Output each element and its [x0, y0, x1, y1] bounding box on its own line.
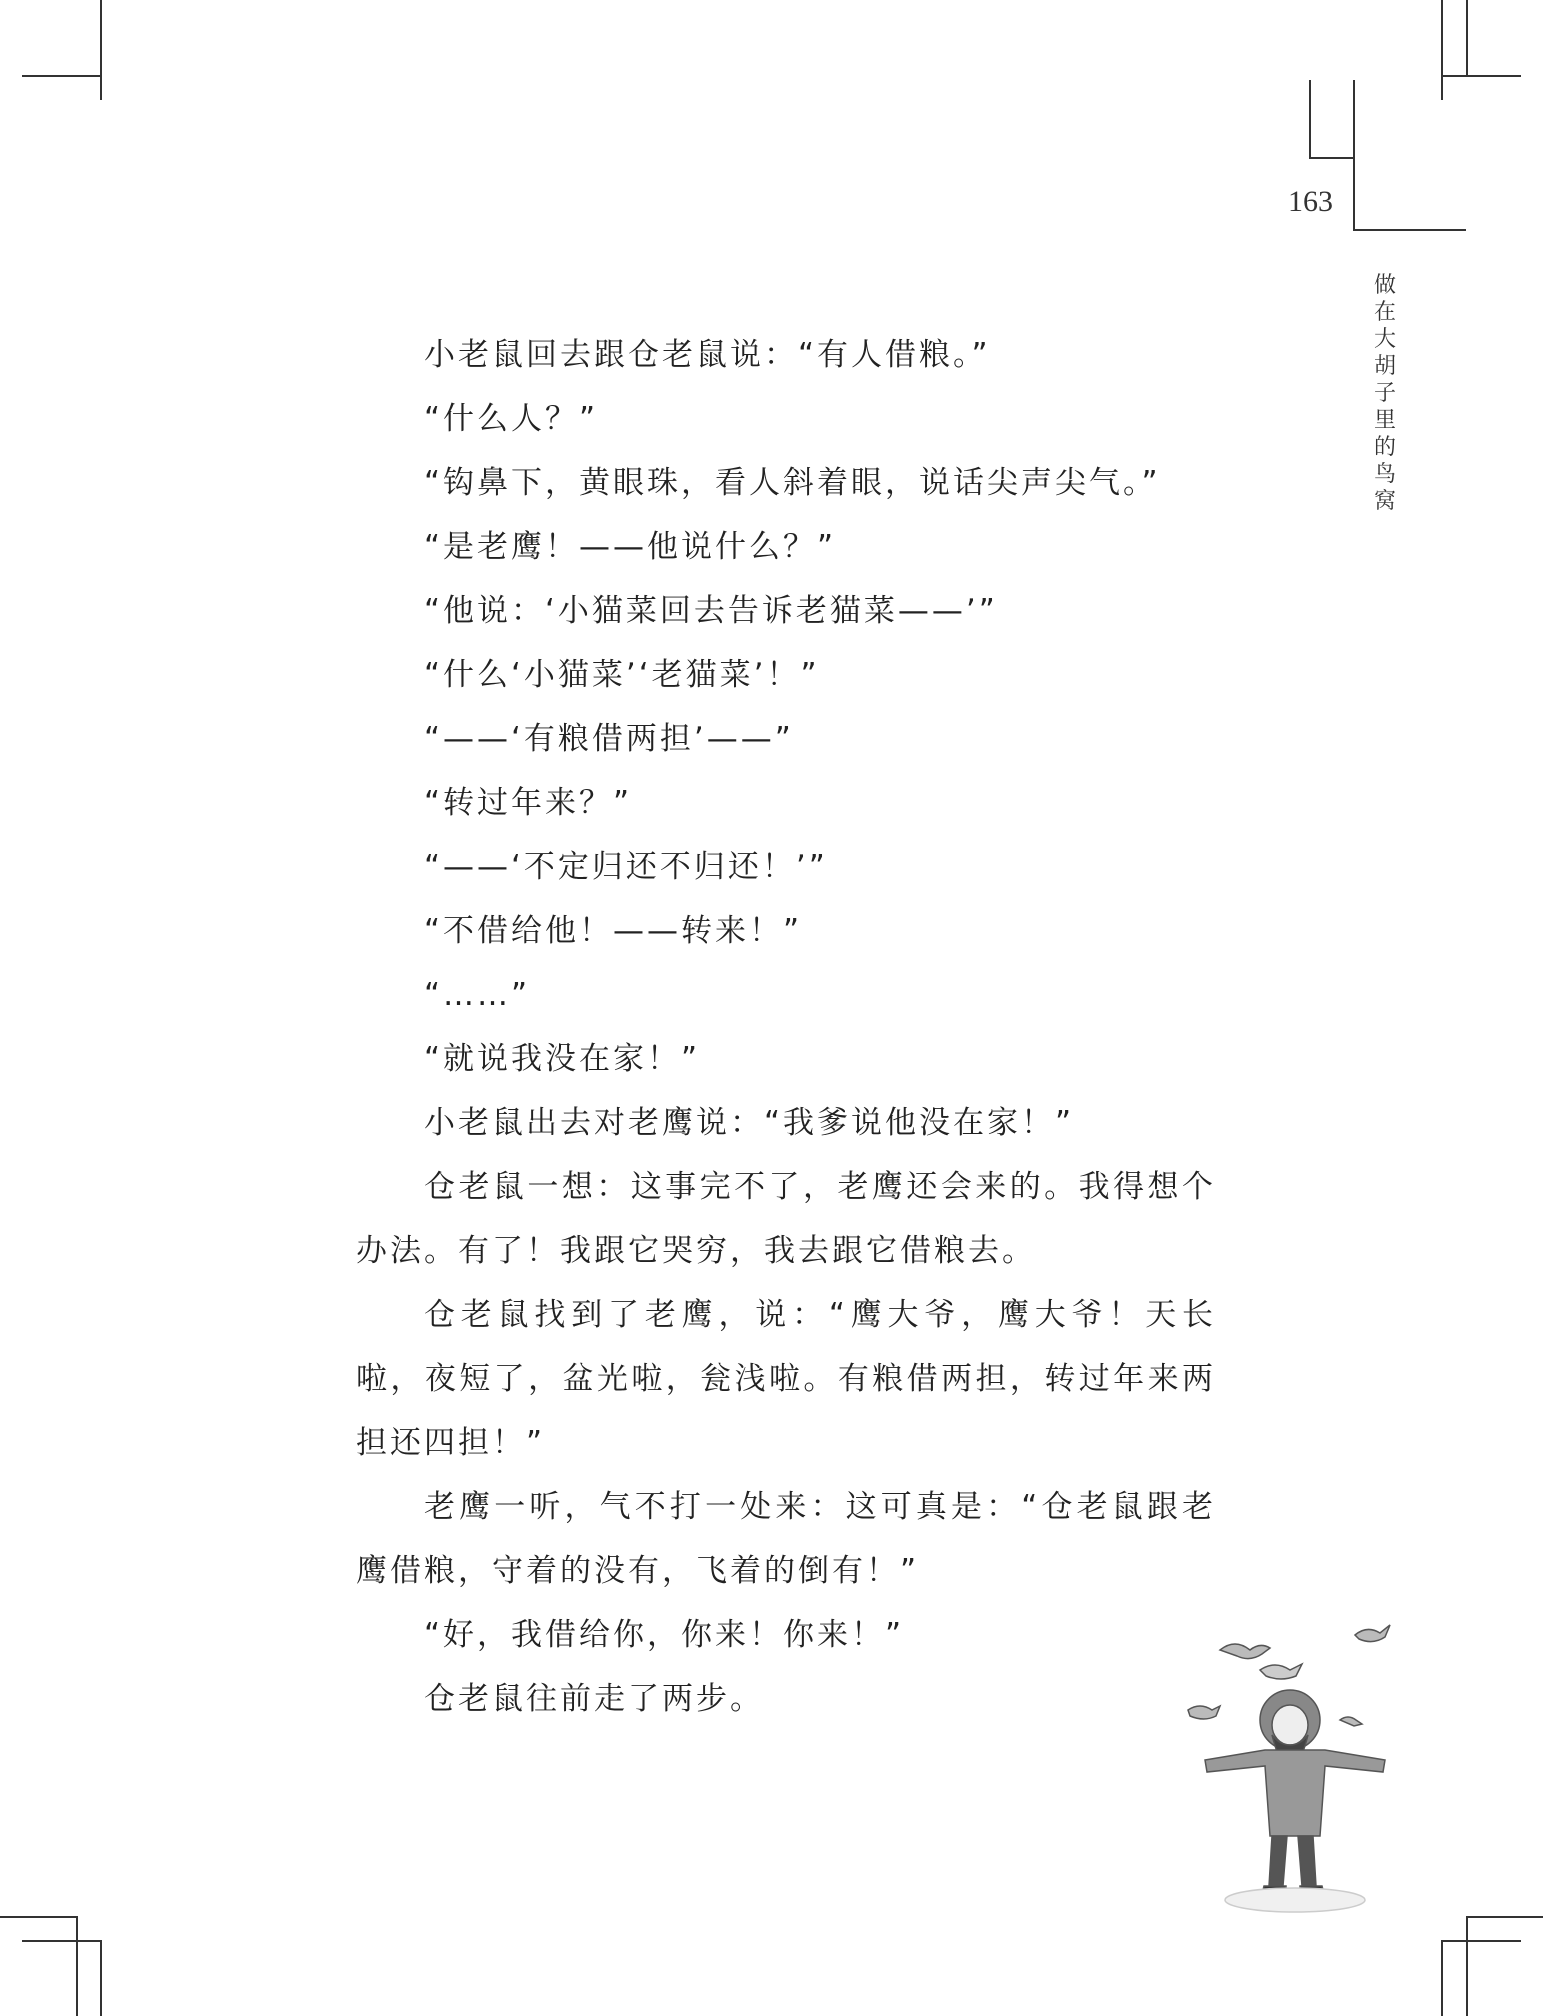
crop-mark [22, 75, 100, 77]
title-char: 胡 [1373, 354, 1396, 379]
title-char: 窝 [1373, 489, 1396, 514]
title-char: 里 [1373, 408, 1396, 433]
paragraph: 仓老鼠往前走了两步。 [424, 1681, 764, 1717]
paragraph: 仓老鼠一想：这事完不了，老鹰还会来的。我得想个办法。有了！我跟它哭穷，我去跟它借粮去。 [356, 1169, 1216, 1269]
crop-mark [1466, 0, 1468, 76]
paragraph: “就说我没在家！” [424, 1041, 701, 1077]
crop-mark [1466, 1916, 1468, 2016]
crop-mark [1466, 1916, 1543, 1918]
crop-mark [0, 1916, 76, 1918]
title-char: 子 [1373, 381, 1396, 406]
paragraph: 小老鼠出去对老鹰说：“我爹说他没在家！” [424, 1105, 1075, 1141]
title-char: 的 [1373, 435, 1396, 460]
crop-mark [1441, 1940, 1521, 1942]
crop-mark [76, 1916, 78, 2016]
paragraph: 小老鼠回去跟仓老鼠说：“有人借粮。” [424, 337, 991, 373]
paragraph: “——‘不定归还不归还！’” [424, 849, 828, 885]
paragraph: “是老鹰！——他说什么？” [424, 529, 837, 565]
header-rule [1309, 80, 1311, 158]
paragraph: “什么‘小猫菜’‘老猫菜’！” [424, 657, 820, 693]
running-title [1371, 272, 1399, 515]
paragraph: “……” [424, 977, 531, 1013]
bearded-man-with-birds-illustration [1180, 1610, 1420, 1920]
body-text [356, 323, 1216, 1731]
paragraph: “——‘有粮借两担’——” [424, 721, 794, 757]
crop-mark [1441, 0, 1443, 100]
paragraph: “什么人？” [424, 401, 599, 437]
title-char: 在 [1373, 300, 1396, 325]
crop-mark [1441, 75, 1521, 77]
header-rule [1309, 157, 1353, 159]
title-char: 大 [1373, 327, 1396, 352]
paragraph: “好，我借给你，你来！你来！” [424, 1617, 905, 1653]
paragraph: 老鹰一听，气不打一处来：这可真是：“仓老鼠跟老鹰借粮，守着的没有，飞着的倒有！” [356, 1489, 1216, 1589]
header-rule [1353, 229, 1466, 231]
paragraph: “钩鼻下，黄眼珠，看人斜着眼，说话尖声尖气。” [424, 465, 1161, 501]
header-rule [1353, 80, 1355, 230]
title-char: 做 [1373, 273, 1396, 298]
crop-mark [100, 1940, 102, 2016]
paragraph: “转过年来？” [424, 785, 633, 821]
title-char: 鸟 [1373, 462, 1396, 487]
paragraph: “不借给他！——转来！” [424, 913, 803, 949]
crop-mark [22, 1940, 100, 1942]
paragraph: “他说：‘小猫菜回去告诉老猫菜——’” [424, 593, 998, 629]
page-number: 163 [1288, 185, 1333, 218]
crop-mark [1441, 1940, 1443, 2016]
paragraph: 仓老鼠找到了老鹰，说：“鹰大爷，鹰大爷！天长啦，夜短了，盆光啦，瓮浅啦。有粮借两担，转过年来两担还四担！” [356, 1297, 1216, 1461]
crop-mark [100, 0, 102, 100]
